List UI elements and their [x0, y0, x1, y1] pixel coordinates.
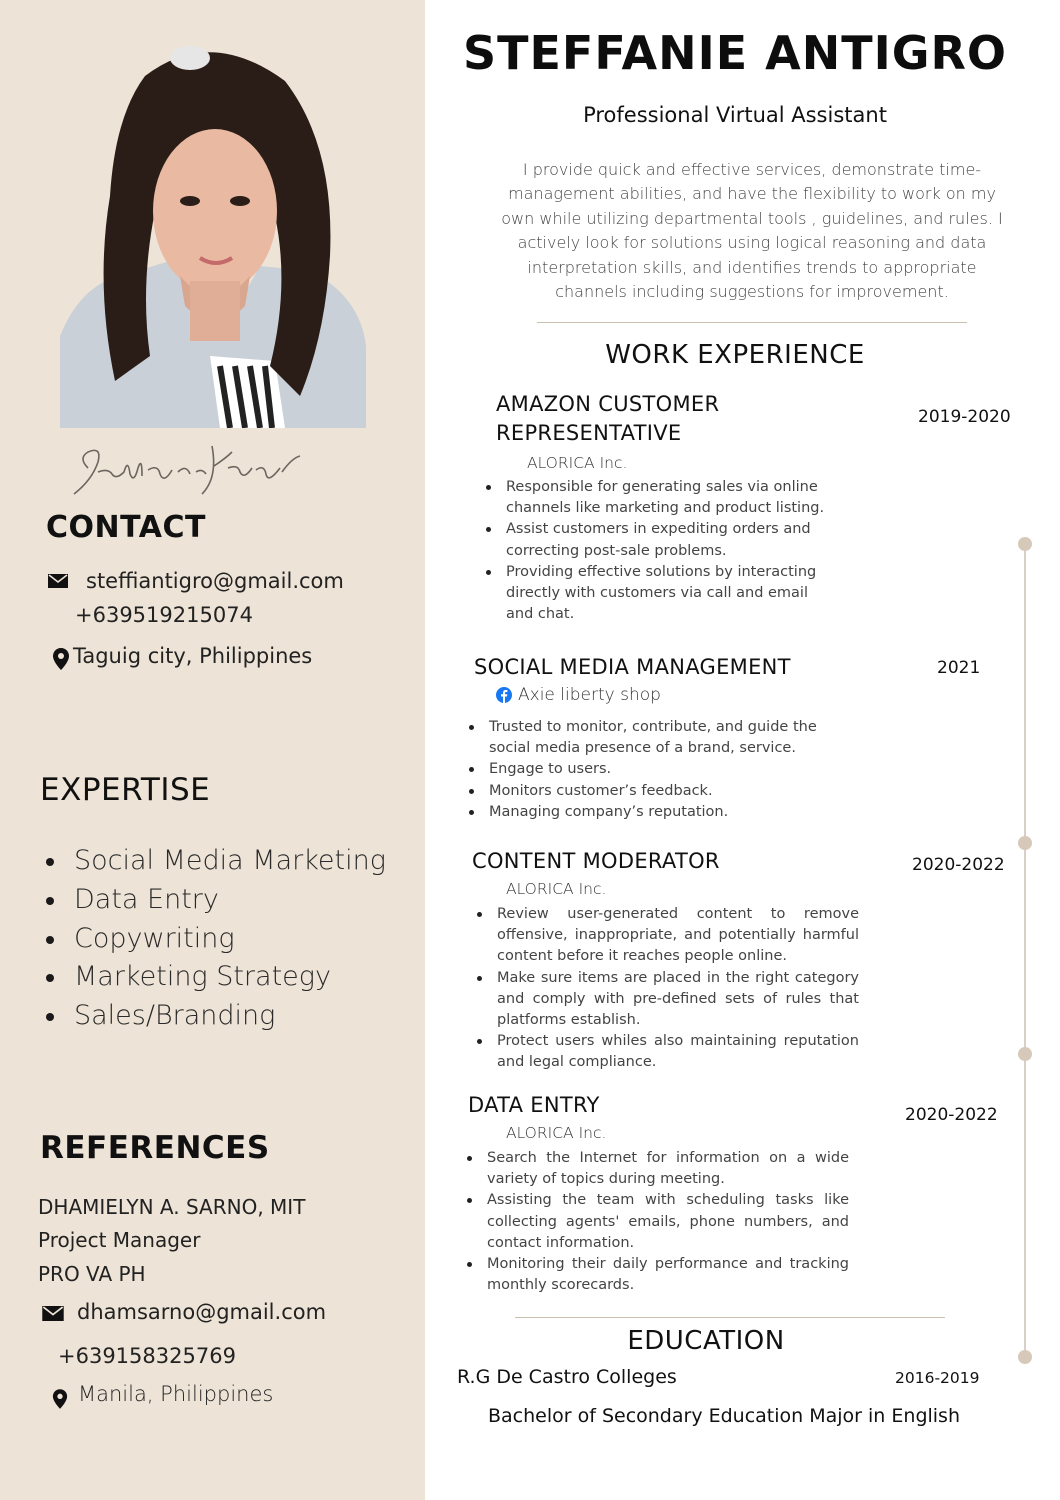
contact-heading: CONTACT — [46, 510, 206, 545]
job-organization: ALORICA Inc. — [527, 454, 628, 472]
list-item: Assist customers in expediting orders and correcting post-sale problems. — [484, 519, 834, 561]
expertise-heading: EXPERTISE — [40, 772, 211, 808]
list-item: Responsible for generating sales via online channels like marketing and product listing. — [484, 477, 834, 519]
profile-photo — [60, 36, 366, 428]
list-item: Protect users whiles also maintaining reputation and legal compliance. — [475, 1031, 859, 1073]
list-item: Monitoring their daily performance and tracking monthly scorecards. — [465, 1254, 849, 1296]
job-organization: Axie liberty shop — [518, 685, 661, 705]
list-item: Trusted to monitor, contribute, and guide the social media presence of a brand, service. — [467, 717, 817, 759]
timeline-dot — [1018, 1047, 1032, 1061]
expertise-list — [40, 842, 386, 1036]
list-item: Data Entry — [40, 881, 386, 920]
job-title: AMAZON CUSTOMER REPRESENTATIVE — [496, 392, 720, 445]
reference-email[interactable]: dhamsarno@gmail.com — [77, 1300, 327, 1324]
job-bullets — [465, 1148, 849, 1296]
signature — [68, 428, 308, 504]
timeline-line — [1024, 544, 1026, 1359]
job-years: 2021 — [937, 658, 981, 678]
job-organization: ALORICA Inc. — [506, 880, 607, 898]
list-item: Review user-generated content to remove offensive, inappropriate, and potentially harmful content before it reaches people online. — [475, 904, 859, 968]
divider — [515, 1317, 945, 1318]
candidate-name: STEFFANIE ANTIGRO — [462, 26, 1008, 80]
job-title: SOCIAL MEDIA MANAGEMENT — [474, 655, 791, 679]
list-item: Assisting the team with scheduling tasks like collecting agents' emails, phone numbers, and contact information. — [465, 1190, 849, 1254]
work-experience-heading: WORK EXPERIENCE — [605, 340, 865, 370]
list-item: Engage to users. — [467, 759, 817, 780]
job-bullets — [484, 477, 834, 625]
location-pin-icon — [52, 648, 70, 675]
list-item: Monitors customer’s feedback. — [467, 781, 817, 802]
education-heading: EDUCATION — [627, 1326, 785, 1356]
mail-icon — [42, 1306, 64, 1326]
job-years: 2020-2022 — [912, 855, 1005, 875]
list-item: Search the Internet for information on a wide variety of topics during meeting. — [465, 1148, 849, 1190]
education-school: R.G De Castro Colleges — [457, 1366, 677, 1388]
reference-location: Manila, Philippines — [78, 1382, 274, 1406]
reference-position: Project Manager — [38, 1228, 201, 1252]
list-item: Copywriting — [40, 920, 386, 959]
job-years: 2019-2020 — [918, 407, 1011, 427]
list-item: Social Media Marketing — [40, 842, 386, 881]
timeline-dot — [1018, 836, 1032, 850]
contact-location: Taguig city, Philippines — [73, 644, 313, 668]
list-item: Marketing Strategy — [40, 958, 386, 997]
job-years: 2020-2022 — [905, 1105, 998, 1125]
contact-email[interactable]: steffiantigro@gmail.com — [86, 569, 344, 593]
job-title: DATA ENTRY — [468, 1093, 600, 1117]
reference-phone[interactable]: +639158325769 — [58, 1344, 236, 1368]
reference-name: DHAMIELYN A. SARNO, MIT — [38, 1195, 306, 1219]
job-bullets — [475, 904, 859, 1074]
contact-phone[interactable]: +639519215074 — [75, 603, 253, 627]
mail-icon — [48, 574, 68, 593]
candidate-role: Professional Virtual Assistant — [583, 103, 887, 127]
job-organization: ALORICA Inc. — [506, 1124, 607, 1142]
timeline-dot — [1018, 1350, 1032, 1364]
list-item: Managing company’s reputation. — [467, 802, 817, 823]
job-bullets — [467, 717, 817, 823]
facebook-icon — [496, 687, 512, 708]
list-item: Providing effective solutions by interacting directly with customers via call and email and chat. — [484, 562, 834, 626]
list-item: Sales/Branding — [40, 997, 386, 1036]
education-degree: Bachelor of Secondary Education Major in English — [487, 1405, 960, 1427]
location-pin-icon — [52, 1388, 68, 1415]
profile-summary: I provide quick and effective services, demonstrate time-management abilities, and have the flexibility to work on my own while utilizing departmental tools , guidelines, and rules. I actively look for solutions using logical reasoning and data interpretation skills, and identifies trends to appropriate channels including suggestions for improvement. — [501, 160, 1003, 302]
list-item: Make sure items are placed in the right category and comply with pre-defined sets of rules that platforms establish. — [475, 968, 859, 1032]
reference-company: PRO VA PH — [38, 1262, 146, 1286]
job-title: CONTENT MODERATOR — [472, 849, 720, 873]
divider — [537, 322, 967, 323]
timeline-dot — [1018, 537, 1032, 551]
references-heading: REFERENCES — [40, 1130, 270, 1166]
education-years: 2016-2019 — [895, 1369, 980, 1387]
